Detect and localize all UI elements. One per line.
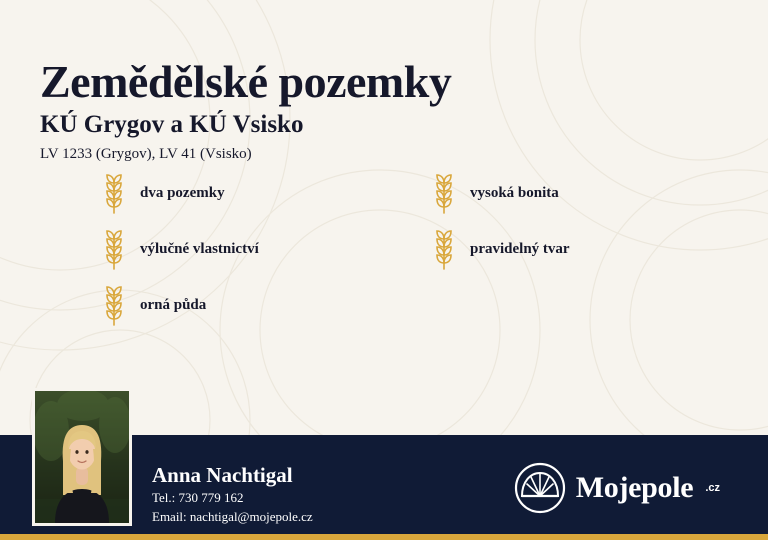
wheat-icon [430,227,458,271]
brand-tld: .cz [705,482,720,494]
agent-phone[interactable]: Tel.: 730 779 162 [152,490,244,505]
wheat-icon [100,227,128,271]
agent-email[interactable]: Email: nachtigal@mojepole.cz [152,509,313,524]
brand-logo[interactable] [514,462,720,514]
feature-label: pravidelný tvar [470,240,570,257]
feature-item [100,227,430,271]
page-subtitle: KÚ Grygov a KÚ Vsisko [40,111,304,138]
fan-logo-icon [514,462,566,514]
feature-label: vysoká bonita [470,184,559,201]
footer-accent-stripe [0,534,768,540]
page-title: Zemědělské pozemky [40,56,452,107]
avatar [32,388,132,526]
feature-label: orná půda [140,296,207,313]
wheat-icon [430,171,458,215]
feature-item [430,171,720,215]
feature-item [430,227,720,271]
agent-name: Anna Nachtigal [152,463,293,487]
feature-label: výlučné vlastnictví [140,240,259,257]
header-block [40,56,730,164]
feature-list [100,165,720,333]
feature-item [100,283,430,327]
feature-item [100,171,430,215]
wheat-icon [100,171,128,215]
brand-name: Mojepole [575,471,694,504]
feature-label: dva pozemky [140,184,225,201]
wheat-icon [100,283,128,327]
lv-reference: LV 1233 (Grygov), LV 41 (Vsisko) [40,146,252,162]
contact-block [152,462,313,526]
